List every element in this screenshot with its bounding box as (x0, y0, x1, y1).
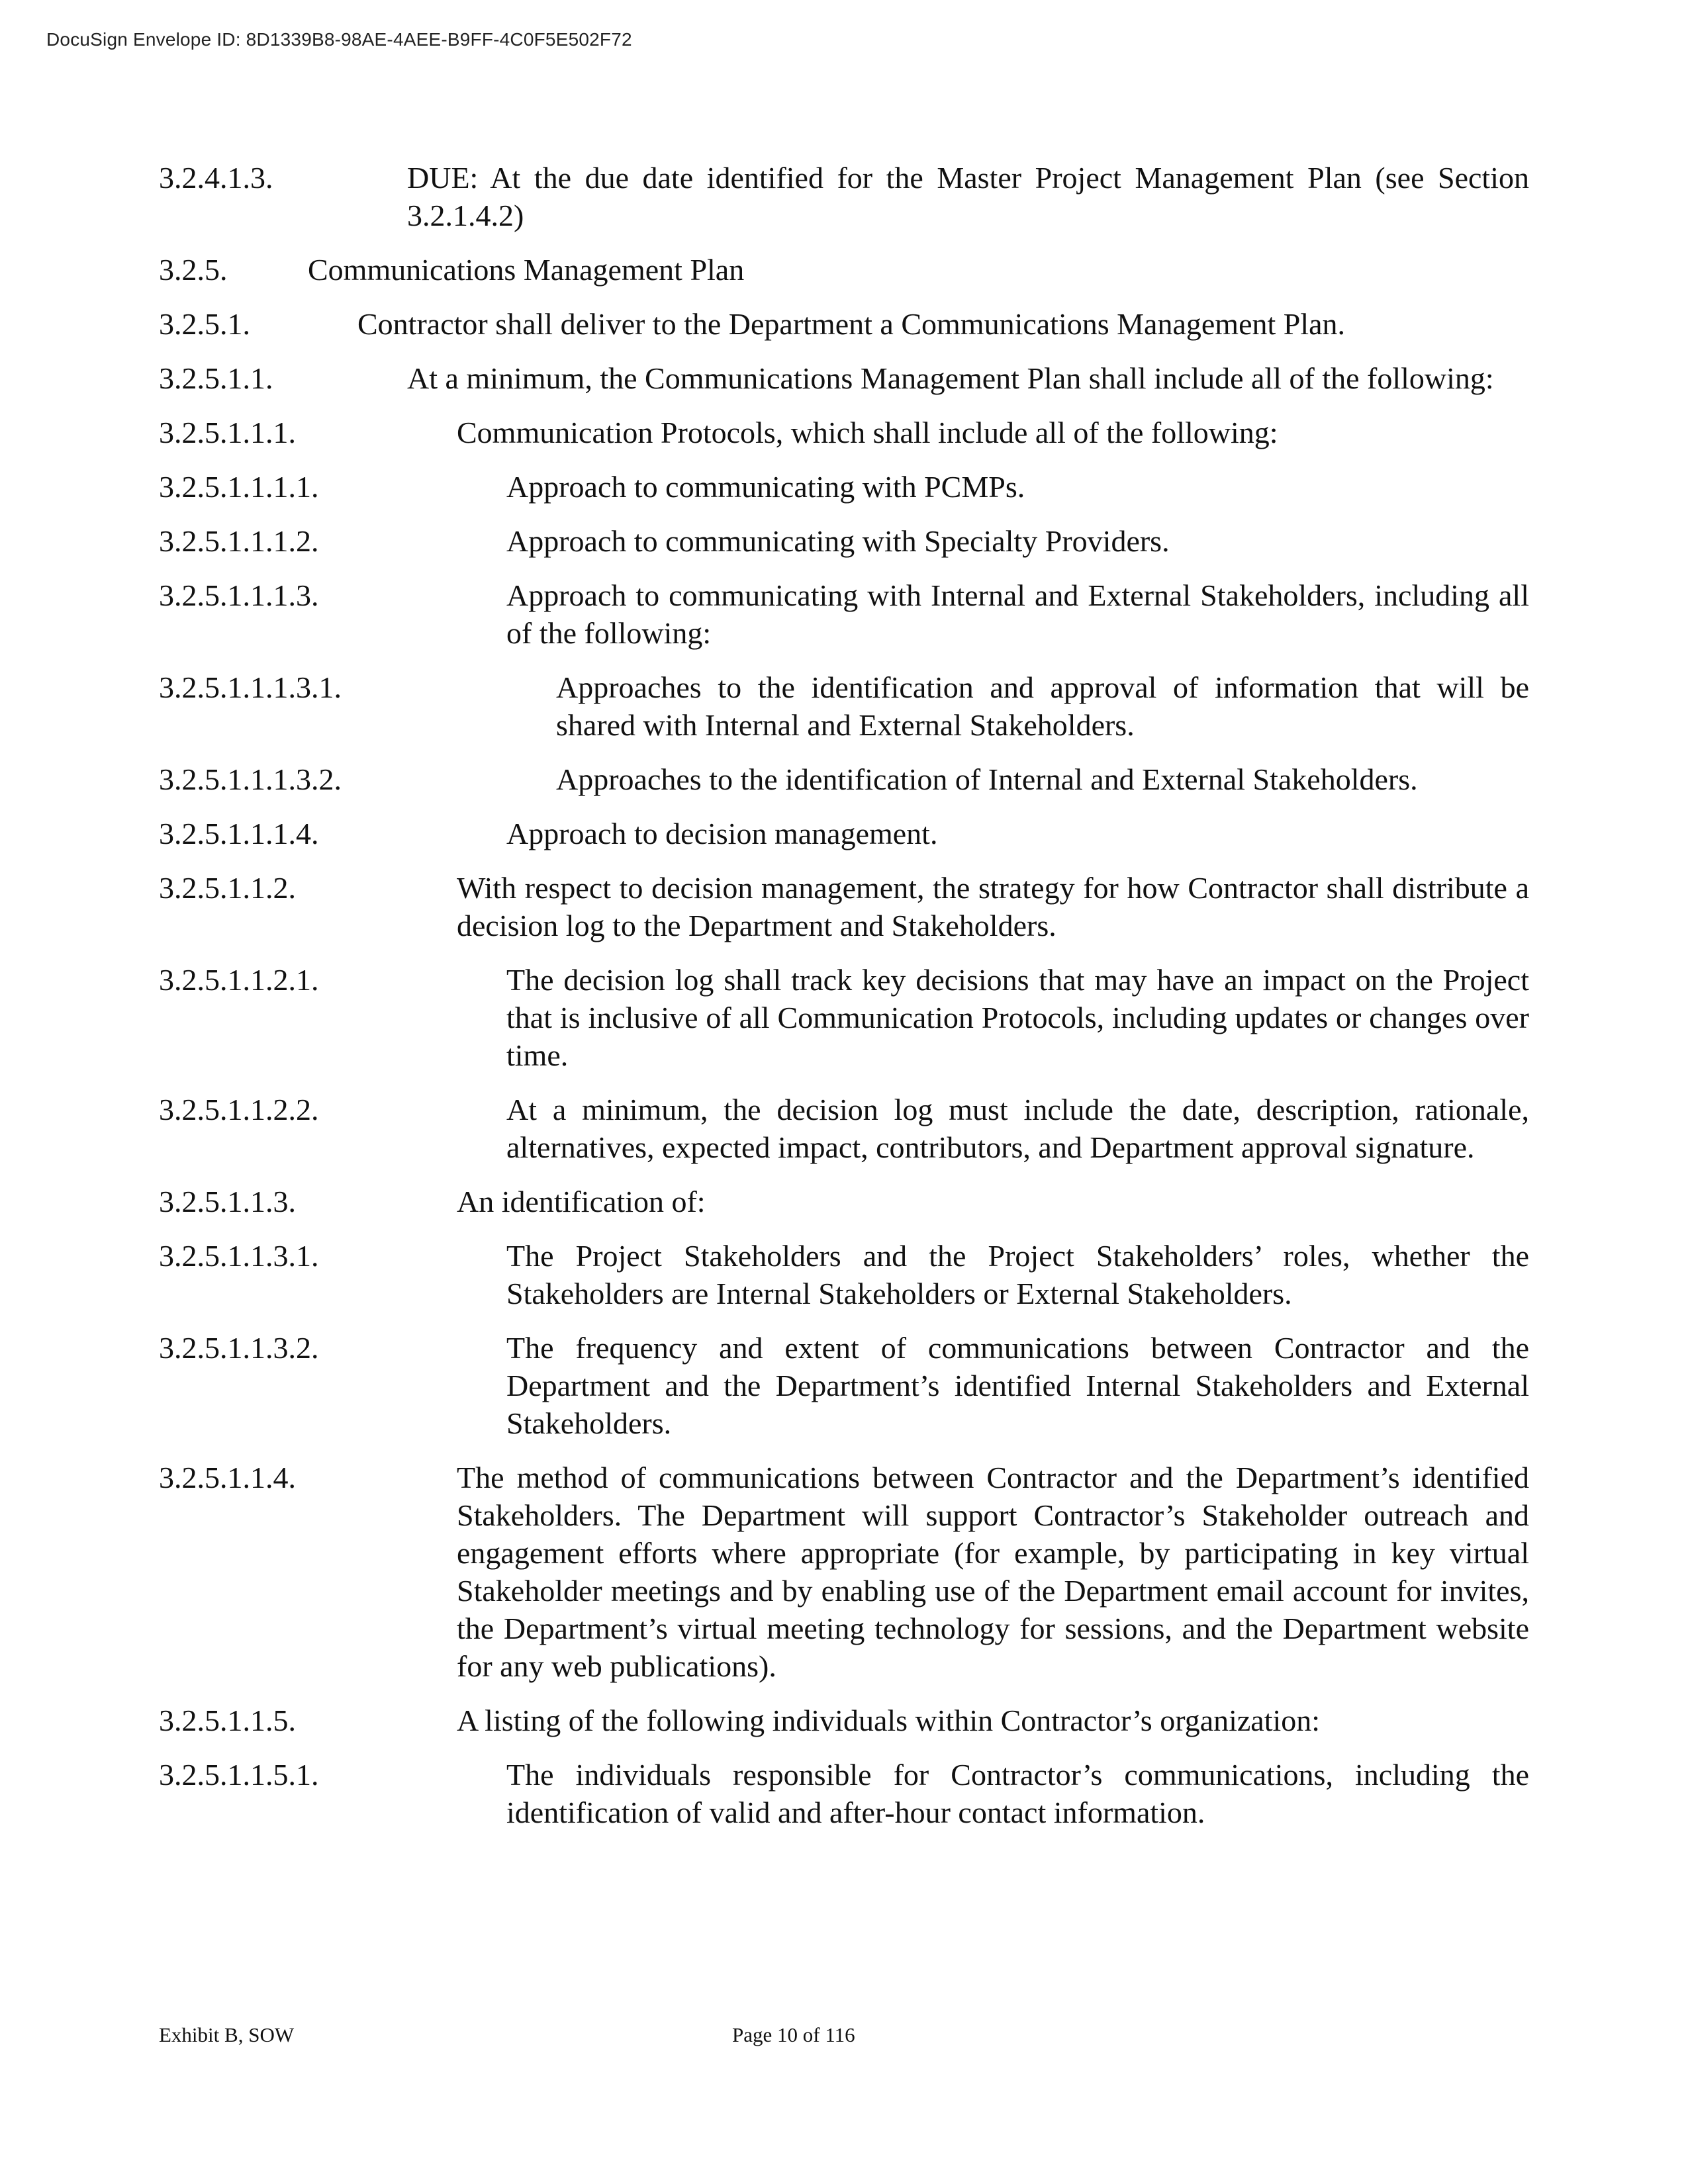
section-text: The individuals responsible for Contractor’s communications, including the identification of valid and after-hour contact information. (506, 1758, 1529, 1829)
section-text: At a minimum, the decision log must include the date, description, rationale, alternatives, expected impact, contributors, and Department approval signature. (506, 1093, 1529, 1164)
section-text: A listing of the following individuals within Contractor’s organization: (457, 1704, 1321, 1737)
section-item (159, 359, 1529, 397)
section-item (159, 159, 1529, 234)
section-text: The decision log shall track key decisions that may have an impact on the Project that is inclusive of all Communication Protocols, including updates or changes over time. (506, 963, 1529, 1072)
section-text: At a minimum, the Communications Management Plan shall include all of the following: (407, 361, 1494, 395)
section-number: 3.2.4.1.3. (159, 161, 273, 195)
section-text: Approach to communicating with Specialty Providers. (506, 524, 1170, 558)
section-text: The frequency and extent of communications between Contractor and the Department and the Department’s identified Internal Stakeholders and External Stakeholders. (506, 1331, 1529, 1440)
section-item (159, 1756, 1529, 1831)
section-item (159, 1237, 1529, 1312)
footer-exhibit-label: Exhibit B, SOW (159, 2023, 295, 2046)
section-text: DUE: At the due date identified for the Master Project Management Plan (see Section 3.2.1.4.2) (407, 161, 1529, 232)
section-number: 3.2.5.1.1. (159, 361, 273, 395)
section-item (159, 576, 1529, 652)
section-number: 3.2.5. (159, 253, 228, 287)
section-text: Approach to communicating with Internal and External Stakeholders, including all of the following: (506, 578, 1529, 650)
section-number: 3.2.5.1.1.1.2. (159, 524, 319, 558)
section-item (159, 414, 1529, 451)
section-item (159, 961, 1529, 1074)
section-number: 3.2.5.1.1.4. (159, 1461, 296, 1494)
section-text: An identification of: (457, 1185, 706, 1218)
section-text: Communications Management Plan (308, 253, 745, 287)
section-item (159, 1091, 1529, 1166)
section-item (159, 760, 1529, 798)
section-number: 3.2.5.1.1.3. (159, 1185, 296, 1218)
docusign-envelope-id: DocuSign Envelope ID: 8D1339B8-98AE-4AEE-B9FF-4C0F5E502F72 (46, 29, 632, 50)
section-item (159, 668, 1529, 744)
section-item (159, 869, 1529, 944)
section-text: Approaches to the identification and approval of information that will be shared with Internal and External Stakeholders. (556, 670, 1529, 742)
section-number: 3.2.5.1.1.3.1. (159, 1239, 319, 1273)
section-text: Approach to communicating with PCMPs. (506, 470, 1025, 504)
section-item (159, 305, 1529, 343)
section-text: The Project Stakeholders and the Project Stakeholders’ roles, whether the Stakeholders are Internal Stakeholders or External Stakeholders. (506, 1239, 1529, 1310)
section-number: 3.2.5.1.1.2.2. (159, 1093, 319, 1126)
section-text: With respect to decision management, the strategy for how Contractor shall distribute a decision log to the Department and Stakeholders. (457, 871, 1529, 942)
section-item (159, 1183, 1529, 1220)
footer-page-number: Page 10 of 116 (732, 2023, 855, 2046)
section-number: 3.2.5.1.1.1.1. (159, 470, 319, 504)
section-number: 3.2.5.1.1.1.3. (159, 578, 319, 612)
section-number: 3.2.5.1. (159, 307, 250, 341)
section-item (159, 522, 1529, 560)
section-item (159, 815, 1529, 852)
section-number: 3.2.5.1.1.1.3.1. (159, 670, 342, 704)
section-item (159, 1459, 1529, 1685)
section-text: Approaches to the identification of Internal and External Stakeholders. (556, 762, 1418, 796)
section-number: 3.2.5.1.1.5.1. (159, 1758, 319, 1792)
section-text: Communication Protocols, which shall include all of the following: (457, 416, 1278, 449)
section-number: 3.2.5.1.1.5. (159, 1704, 296, 1737)
section-item (159, 251, 1529, 289)
section-number: 3.2.5.1.1.1. (159, 416, 296, 449)
section-item (159, 468, 1529, 506)
section-number: 3.2.5.1.1.1.4. (159, 817, 319, 850)
section-number: 3.2.5.1.1.2.1. (159, 963, 319, 997)
section-number: 3.2.5.1.1.3.2. (159, 1331, 319, 1365)
section-item (159, 1329, 1529, 1442)
section-number: 3.2.5.1.1.1.3.2. (159, 762, 342, 796)
document-body (159, 159, 1529, 1848)
section-text: Approach to decision management. (506, 817, 938, 850)
section-number: 3.2.5.1.1.2. (159, 871, 296, 905)
section-text: Contractor shall deliver to the Department a Communications Management Plan. (357, 307, 1346, 341)
section-item (159, 1702, 1529, 1739)
section-text: The method of communications between Contractor and the Department’s identified Stakeholders. The Department will support Contractor’s Stakeholder outreach and engagement efforts where appropriate (for example, by participating in key virtual Stakeholder meetings and by enabling use of the Department email account for invites, the Department’s virtual meeting technology for sessions, and the Department website for any web publications). (457, 1461, 1529, 1683)
